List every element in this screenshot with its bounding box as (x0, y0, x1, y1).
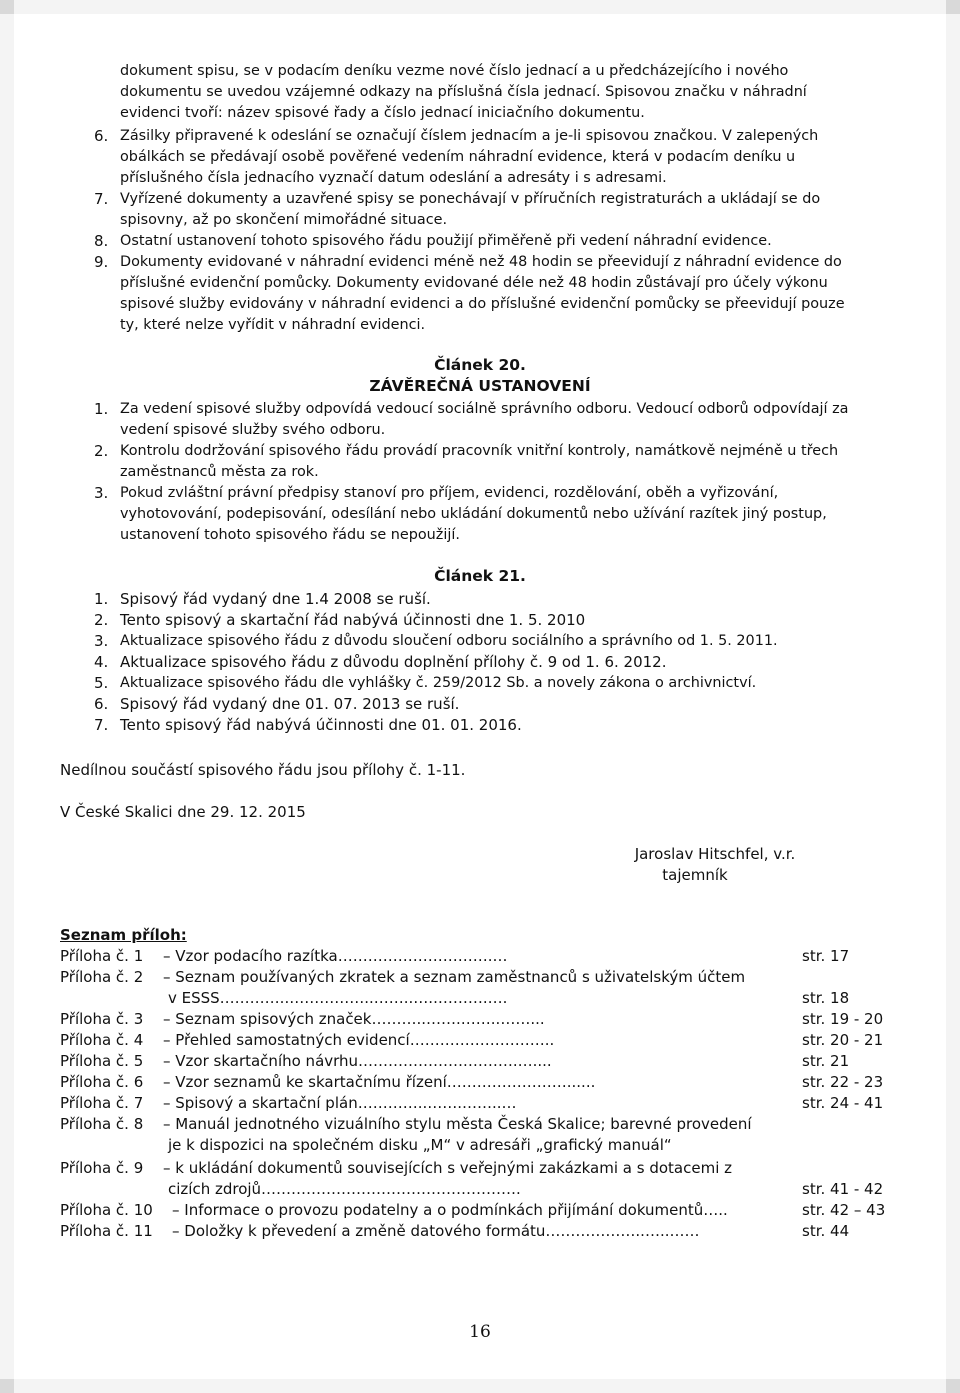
list-item-line: vedení spisové služby svého odboru. (120, 422, 386, 438)
list-number: 3. (94, 484, 109, 502)
list-item-line: obálkách se předávají osobě pověřené vedením náhradní evidence, která v podacím deníku u (120, 149, 796, 165)
attachment-desc: – k ukládání dokumentů souvisejících s veřejnými zakázkami a s dotacemi z (163, 1159, 733, 1177)
paragraph-line: dokumentu se uvedou vzájemné odkazy na příslušná čísla jednací. Spisovou značku v náhradní (120, 84, 807, 100)
list-item-line: Aktualizace spisového řádu z důvodu doplnění přílohy č. 9 od 1. 6. 2012. (120, 653, 667, 671)
signature-role: tajemník (662, 866, 728, 884)
list-number: 8. (94, 232, 109, 250)
attachment-page: str. 22 - 23 (802, 1073, 884, 1091)
list-number: 6. (94, 695, 109, 713)
list-item-line: Za vedení spisové služby odpovídá vedoucí sociálně správního odboru. Vedoucí odborů odpovídají za (120, 401, 849, 417)
list-item-line: Tento spisový a skartační řád nabývá účinnosti dne 1. 5. 2010 (120, 611, 586, 629)
list-number: 1. (94, 400, 109, 418)
list-item-line: Spisový řád vydaný dne 01. 07. 2013 se ruší. (120, 695, 460, 713)
list-item-line: spisovny, až po skončení mimořádné situace. (120, 212, 448, 228)
place-date: V České Skalici dne 29. 12. 2015 (60, 803, 306, 821)
page-corner (0, 0, 14, 14)
attachment-page: str. 44 (802, 1222, 850, 1240)
attachment-desc: – Vzor seznamů ke skartačnímu řízení……………………...... (163, 1073, 596, 1091)
attachment-desc: – Vzor podacího razítka………………………….… (163, 947, 508, 965)
list-number: 4. (94, 653, 109, 671)
list-number: 1. (94, 590, 109, 608)
list-item-line: Zásilky připravené k odeslání se označují číslem jednacím a je-li spisovou značkou. V zalepených (120, 128, 819, 144)
article-heading: Článek 20. (434, 356, 526, 374)
list-item-line: Aktualizace spisového řádu dle vyhlášky č. 259/2012 Sb. a novely zákona o archivnictví. (120, 675, 757, 691)
list-item-line: Aktualizace spisového řádu z důvodu sloučení odboru sociálního a správního od 1. 5. 2011. (120, 633, 778, 649)
attachment-desc: – Seznam používaných zkratek a seznam zaměstnanců s uživatelským účtem (163, 968, 746, 986)
paragraph-line: dokument spisu, se v podacím deníku vezme nové číslo jednací a u předcházejícího i nového (120, 63, 789, 79)
attachment-desc: – Přehled samostatných evidencí……………………….. (163, 1031, 555, 1049)
list-number: 2. (94, 442, 109, 460)
list-item-line: Dokumenty evidované v náhradní evidenci méně než 48 hodin se přeevidují z náhradní evidence do (120, 254, 842, 270)
article-subheading: ZÁVĚREČNÁ USTANOVENÍ (369, 377, 591, 395)
list-number: 3. (94, 632, 109, 650)
list-item-line: Kontrolu dodržování spisového řádu provádí pracovník vnitřní kontroly, namátkově nejméně u třech (120, 443, 839, 459)
article-heading: Článek 21. (434, 567, 526, 585)
list-number: 7. (94, 716, 109, 734)
page-corner (0, 1379, 14, 1393)
attachment-desc: cizích zdrojů……………………………………………. (168, 1180, 521, 1198)
attachment-desc: – Vzor skartačního návrhu………………….……….….... (163, 1052, 552, 1070)
list-number: 5. (94, 674, 109, 692)
attachment-label: Příloha č. 5 (60, 1052, 144, 1070)
attachment-label: Příloha č. 8 (60, 1115, 144, 1133)
attachment-label: Příloha č. 11 (60, 1222, 153, 1240)
list-item-line: Spisový řád vydaný dne 1.4 2008 se ruší. (120, 590, 431, 608)
attachment-desc: je k dispozici na společném disku „M“ v adresáři „grafický manuál“ (168, 1136, 672, 1154)
attachment-desc: – Manuál jednotného vizuálního stylu města Česká Skalice; barevné provedení (163, 1115, 752, 1133)
list-number: 6. (94, 127, 109, 145)
attachment-page: str. 42 – 43 (802, 1201, 886, 1219)
attachment-label: Příloha č. 1 (60, 947, 144, 965)
attachment-page: str. 20 - 21 (802, 1031, 884, 1049)
list-item-line: ustanovení tohoto spisového řádu se nepoužijí. (120, 527, 460, 543)
page-number: 16 (469, 1322, 491, 1342)
list-item-line: vyhotovování, podepisování, odesílání nebo ukládání dokumentů nebo užívání razítek jiný postup, (120, 506, 827, 522)
page-corner (946, 0, 960, 14)
list-item-line: příslušného čísla jednacího vyznačí datum odeslání a adresáty i s adresami. (120, 170, 667, 186)
attachment-label: Příloha č. 3 (60, 1010, 144, 1028)
attachments-title: Seznam příloh: (60, 926, 187, 944)
list-item-line: Ostatní ustanovení tohoto spisového řádu použijí přiměřeně při vedení náhradní evidence. (120, 233, 772, 249)
attachment-desc: v ESSS…………..……………..……..…..……….…. (168, 989, 508, 1007)
attachment-label: Příloha č. 2 (60, 968, 144, 986)
attachment-label: Příloha č. 9 (60, 1159, 144, 1177)
list-item-line: Pokud zvláštní právní předpisy stanoví pro příjem, evidenci, rozdělování, oběh a vyřizování, (120, 485, 779, 501)
attachment-desc: – Informace o provozu podatelny a o podmínkách přijímání dokumentů….. (172, 1201, 728, 1219)
attachment-desc: – Doložky k převedení a změně datového formátu………………..…..…… (172, 1222, 700, 1240)
attachment-page: str. 24 - 41 (802, 1094, 884, 1112)
attachment-label: Příloha č. 4 (60, 1031, 144, 1049)
attachment-desc: – Spisový a skartační plán…………..…….……..… (163, 1094, 517, 1112)
attachment-label: Příloha č. 6 (60, 1073, 144, 1091)
list-number: 2. (94, 611, 109, 629)
list-item-line: příslušné evidenční pomůcky. Dokumenty evidované déle než 48 hodin zůstávají pro účely výkonu (120, 275, 828, 291)
list-item-line: zaměstnanců města za rok. (120, 464, 319, 480)
attachments-note: Nedílnou součástí spisového řádu jsou přílohy č. 1-11. (60, 761, 466, 779)
paragraph-line: evidenci tvoří: název spisové řady a číslo jednací iniciačního dokumentu. (120, 105, 645, 121)
attachment-page: str. 41 - 42 (802, 1180, 884, 1198)
attachment-label: Příloha č. 7 (60, 1094, 144, 1112)
list-item-line: Tento spisový řád nabývá účinnosti dne 01. 01. 2016. (120, 716, 522, 734)
list-item-line: spisové služby evidovány v náhradní evidenci a do příslušné evidenční pomůcky se přeevidují pouze (120, 296, 845, 312)
attachment-page: str. 17 (802, 947, 850, 965)
page-corner (946, 1379, 960, 1393)
list-number: 9. (94, 253, 109, 271)
attachment-page: str. 21 (802, 1052, 850, 1070)
list-item-line: Vyřízené dokumenty a uzavřené spisy se ponechávají v příručních registraturách a ukládají se do (120, 191, 821, 207)
attachment-page: str. 19 - 20 (802, 1010, 884, 1028)
list-item-line: ty, které nelze vyřídit v náhradní evidenci. (120, 317, 426, 333)
list-number: 7. (94, 190, 109, 208)
signature-name: Jaroslav Hitschfel, v.r. (634, 845, 796, 863)
attachment-label: Příloha č. 10 (60, 1201, 153, 1219)
attachment-desc: – Seznam spisových značek………..…….……..……... (163, 1010, 545, 1028)
attachment-page: str. 18 (802, 989, 850, 1007)
